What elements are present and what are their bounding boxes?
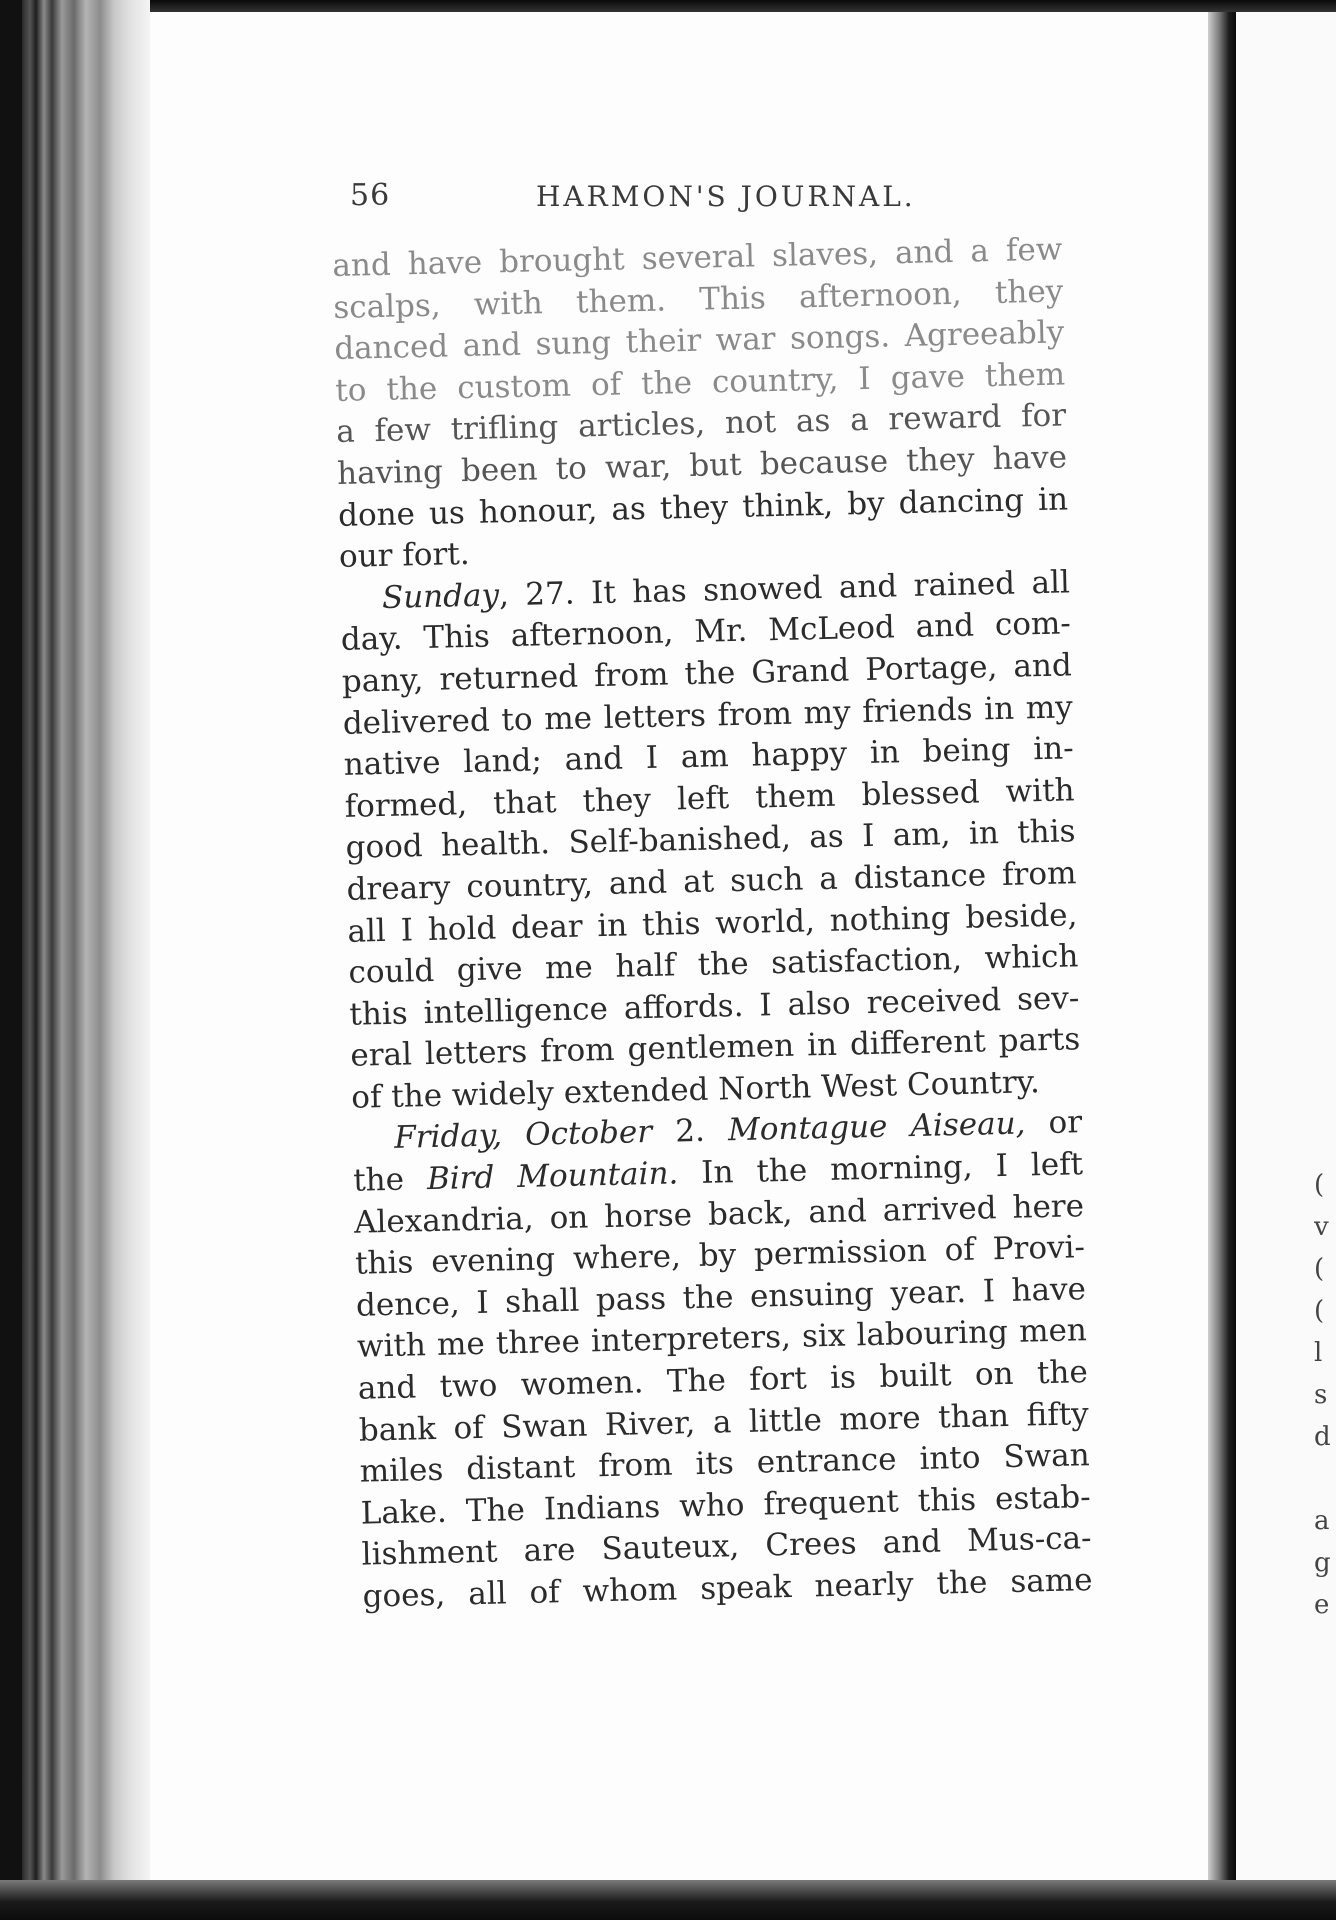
facing-page-fragment: ( <box>1314 1254 1325 1284</box>
page-stack-edges <box>22 0 150 1885</box>
text-line: delivered to me letters from my friends in my <box>342 688 1074 742</box>
text-line: having been to war, but because they have <box>336 439 1068 492</box>
text-line: bank of Swan River, a little more than fifty <box>358 1395 1090 1449</box>
text-line: and have brought several slaves, and a few <box>332 231 1063 284</box>
facing-page-edge <box>1236 12 1336 1880</box>
text-line: scalps, with them. This afternoon, they <box>332 273 1064 326</box>
entry-line-friday: Friday, October 2. Montague Aiseau, or <box>393 1104 1083 1157</box>
text-line: pany, returned from the Grand Portage, and <box>341 647 1073 700</box>
text-line: danced and sung their war songs. Agreeably <box>333 314 1065 368</box>
text-line: the Bird Mountain. In the morning, I left <box>352 1146 1084 1199</box>
text-line: of the widely extended North West Country. <box>350 1064 1041 1116</box>
scan-left-edge <box>0 0 22 1920</box>
text-line: dreary country, and at such a distance from <box>346 855 1077 908</box>
book-gutter <box>1208 12 1236 1880</box>
text-line: good health. Self-banished, as I am, in this <box>345 813 1076 867</box>
scan-top-edge <box>0 0 1336 12</box>
facing-page-fragment: s <box>1314 1380 1328 1410</box>
text-line: eral letters from gentlemen in different parts <box>349 1021 1081 1075</box>
scan-bottom-edge <box>0 1880 1336 1920</box>
facing-page-fragment: g <box>1314 1548 1331 1578</box>
text-line: lishment are Sauteux, Crees and Mus-ca- <box>361 1520 1092 1574</box>
text-line: Alexandria, on horse back, and arrived here <box>353 1187 1085 1241</box>
text-line: goes, all of whom speak nearly the same <box>362 1562 1093 1615</box>
text-line: Lake. The Indians who frequent this estab- <box>360 1478 1091 1532</box>
entry-date: Sunday <box>381 577 500 616</box>
place-name: Montague Aiseau, <box>727 1105 1026 1149</box>
text-line: a few trifling articles, not as a reward for <box>335 397 1067 451</box>
text-line: with me three interpreters, six labouring men <box>356 1312 1088 1366</box>
text-line: could give me half the satisfaction, which <box>348 938 1079 991</box>
text-line: to the custom of the country, I gave them <box>334 356 1066 409</box>
text-line: and two women. The fort is built on the <box>357 1354 1089 1407</box>
facing-page-fragment: l <box>1314 1338 1323 1368</box>
text-line: dence, I shall pass the ensuing year. I have <box>355 1271 1087 1324</box>
text-line: day. This afternoon, Mr. McLeod and com- <box>340 605 1072 659</box>
text-line: native land; and I am happy in being in- <box>343 730 1074 783</box>
page-number: 56 <box>350 178 391 213</box>
text-line: done us honour, as they think, by dancing in <box>337 480 1069 534</box>
place-name: Bird Mountain. <box>426 1155 679 1198</box>
body-text <box>332 229 1093 1618</box>
text-line: this intelligence affords. I also received sev- <box>349 979 1080 1033</box>
text-line: all I hold dear in this world, nothing beside, <box>347 896 1078 950</box>
running-head <box>340 178 916 222</box>
text-line: this evening where, by permission of Provi- <box>354 1229 1086 1282</box>
facing-page-fragment: a <box>1314 1506 1330 1536</box>
text-line: miles distant from its entrance into Swan <box>359 1437 1091 1490</box>
entry-date: Friday, October <box>393 1114 653 1157</box>
facing-page-fragment: ( <box>1314 1296 1325 1326</box>
text-line: formed, that they left them blessed with <box>344 772 1075 825</box>
facing-page-fragment: v <box>1314 1212 1329 1242</box>
facing-page-fragment: e <box>1314 1590 1330 1620</box>
facing-page-fragment: d <box>1314 1422 1331 1452</box>
entry-line-sunday: Sunday, 27. It has snowed and rained all <box>381 564 1071 616</box>
facing-page-fragment: ( <box>1314 1170 1325 1200</box>
text-line: our fort. <box>338 536 471 576</box>
running-title: HARMON'S JOURNAL. <box>536 180 916 213</box>
